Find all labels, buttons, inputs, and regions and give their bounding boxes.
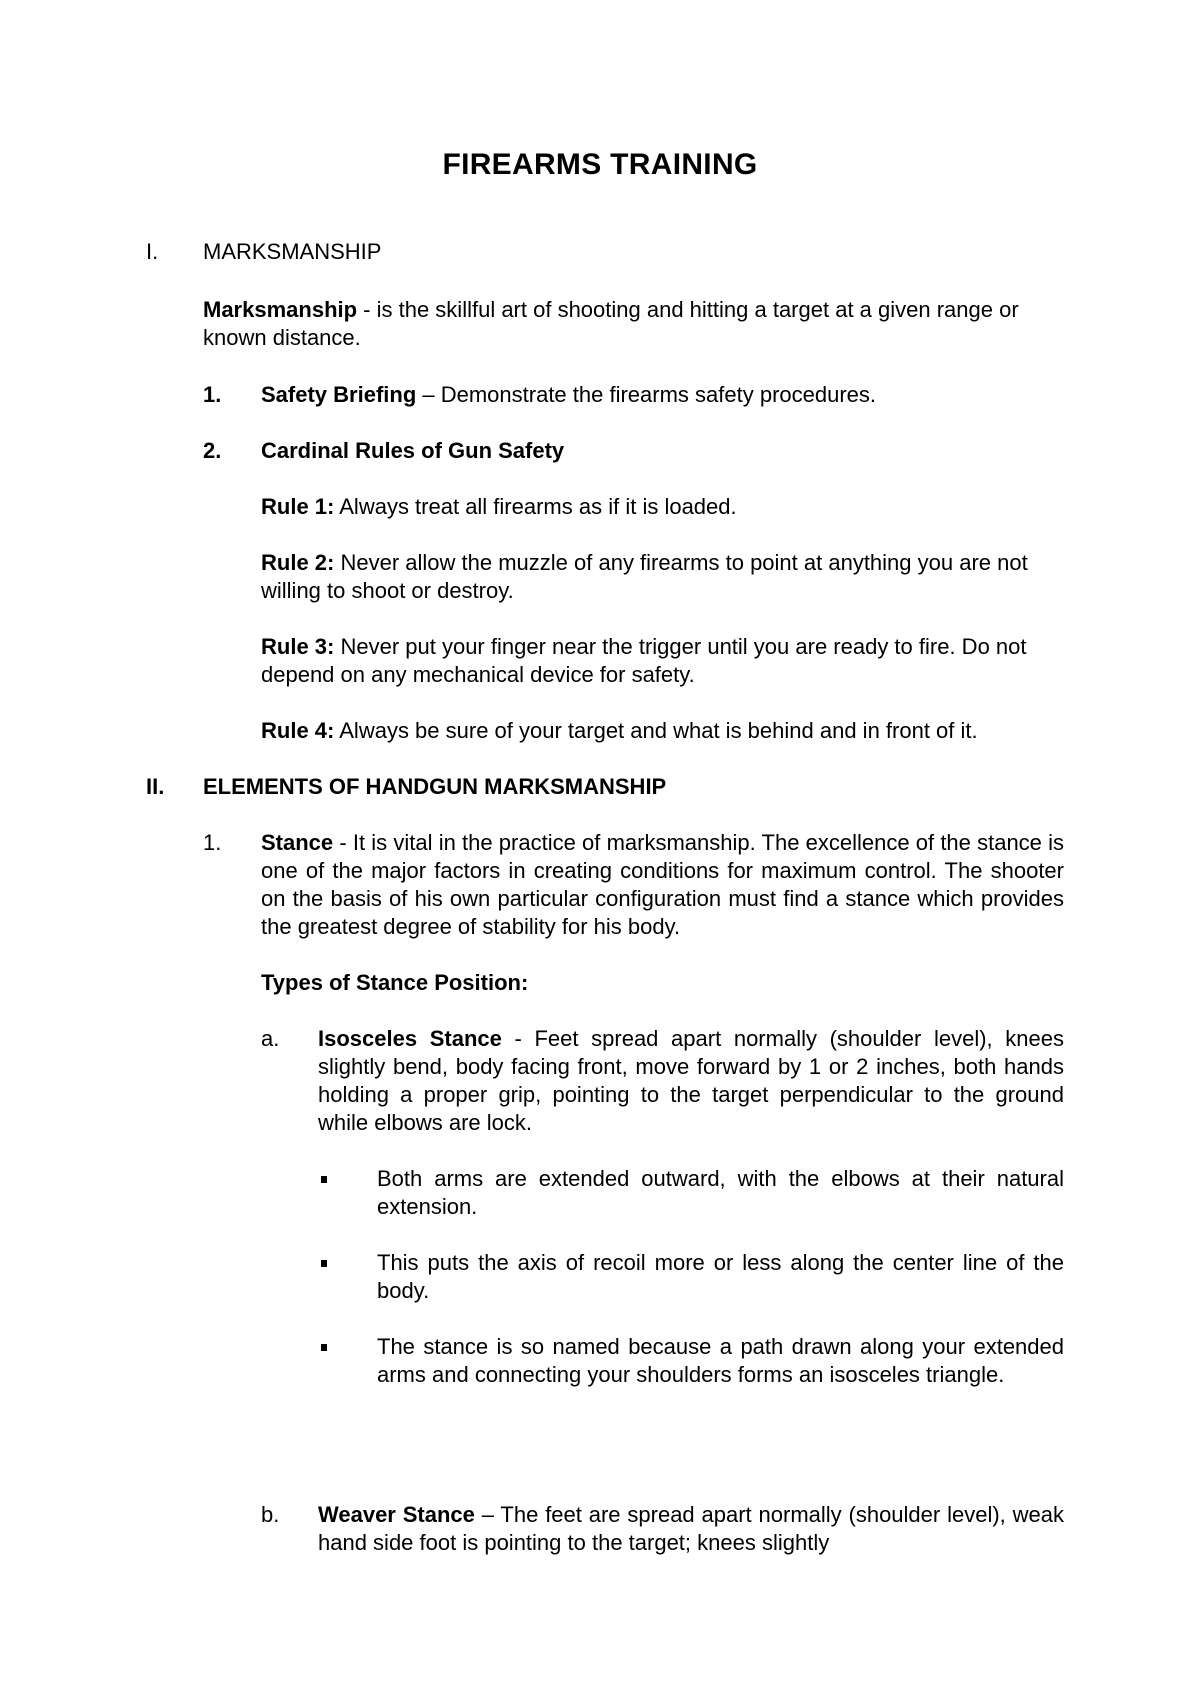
rule-4 xyxy=(261,717,1071,745)
section-2-heading: ELEMENTS OF HANDGUN MARKSMANSHIP xyxy=(203,774,667,799)
stance-label: Stance xyxy=(261,830,334,855)
rule-1-label: Rule 1: xyxy=(261,494,335,519)
marksmanship-definition xyxy=(203,296,1063,352)
rule-1 xyxy=(261,493,1061,521)
safety-briefing-item xyxy=(261,381,1061,409)
item-1-number: 1. xyxy=(203,382,222,407)
cardinal-rules-heading xyxy=(261,437,1061,465)
rule-3-text: Never put your finger near the trigger until you are ready to fire. Do not depend on any mechanical device for safety. xyxy=(261,634,1027,687)
bullet-square-icon xyxy=(321,1344,327,1351)
section-1-numeral: I. xyxy=(146,239,159,264)
rule-1-text: Always treat all firearms as if it is loaded. xyxy=(334,494,737,519)
cardinal-rules-label: Cardinal Rules of Gun Safety xyxy=(261,438,565,463)
isosceles-bullet-3: The stance is so named because a path drawn along your extended arms and connecting your shoulders forms an isosceles triangle. xyxy=(377,1334,1064,1387)
rule-4-text: Always be sure of your target and what is behind and in front of it. xyxy=(334,718,978,743)
isosceles-text: - Feet spread apart normally (shoulder level), knees slightly bend, body facing front, move forward by 1 or 2 inches, both hands holding a proper grip, pointing to the target perpendicular to the ground while elbows are lock. xyxy=(318,1026,1064,1135)
isosceles-bullet-1: Both arms are extended outward, with the elbows at their natural extension. xyxy=(377,1166,1064,1219)
isosceles-label: Isosceles Stance xyxy=(318,1026,502,1051)
bullet-square-icon xyxy=(321,1176,327,1183)
section-1-heading: MARKSMANSHIP xyxy=(203,239,382,264)
isosceles-paragraph xyxy=(318,1025,1064,1137)
rule-3-label: Rule 3: xyxy=(261,634,335,659)
section-2-numeral: II. xyxy=(146,774,165,799)
document-title: FIREARMS TRAINING xyxy=(442,148,758,181)
stance-paragraph xyxy=(261,829,1064,941)
rule-2-label: Rule 2: xyxy=(261,550,335,575)
rule-2 xyxy=(261,549,1061,605)
weaver-letter: b. xyxy=(261,1502,280,1527)
isosceles-letter: a. xyxy=(261,1026,280,1051)
safety-briefing-label: Safety Briefing xyxy=(261,382,417,407)
definition-text: - is the skillful art of shooting and hitting a target at a given range or known distance. xyxy=(203,297,1019,350)
weaver-paragraph xyxy=(318,1501,1064,1557)
safety-briefing-text: – Demonstrate the firearms safety procedures. xyxy=(416,382,877,407)
isosceles-bullet-2: This puts the axis of recoil more or less along the center line of the body. xyxy=(377,1250,1064,1303)
stance-text: - It is vital in the practice of marksmanship. The excellence of the stance is one of the major factors in creating conditions for maximum control. The shooter on the basis of his own particular configuration must find a stance which provides the greatest degree of stability for his body. xyxy=(261,830,1064,939)
weaver-text: – The feet are spread apart normally (shoulder level), weak hand side foot is pointing to the target; knees slightly xyxy=(318,1502,1064,1555)
rule-3 xyxy=(261,633,1051,689)
rule-2-text: Never allow the muzzle of any firearms to point at anything you are not willing to shoot or destroy. xyxy=(261,550,1028,603)
definition-term: Marksmanship xyxy=(203,297,358,322)
stance-number: 1. xyxy=(203,830,222,855)
bullet-square-icon xyxy=(321,1260,327,1267)
item-2-number: 2. xyxy=(203,438,222,463)
weaver-label: Weaver Stance xyxy=(318,1502,475,1527)
rule-4-label: Rule 4: xyxy=(261,718,335,743)
types-of-stance-heading: Types of Stance Position: xyxy=(261,970,529,995)
